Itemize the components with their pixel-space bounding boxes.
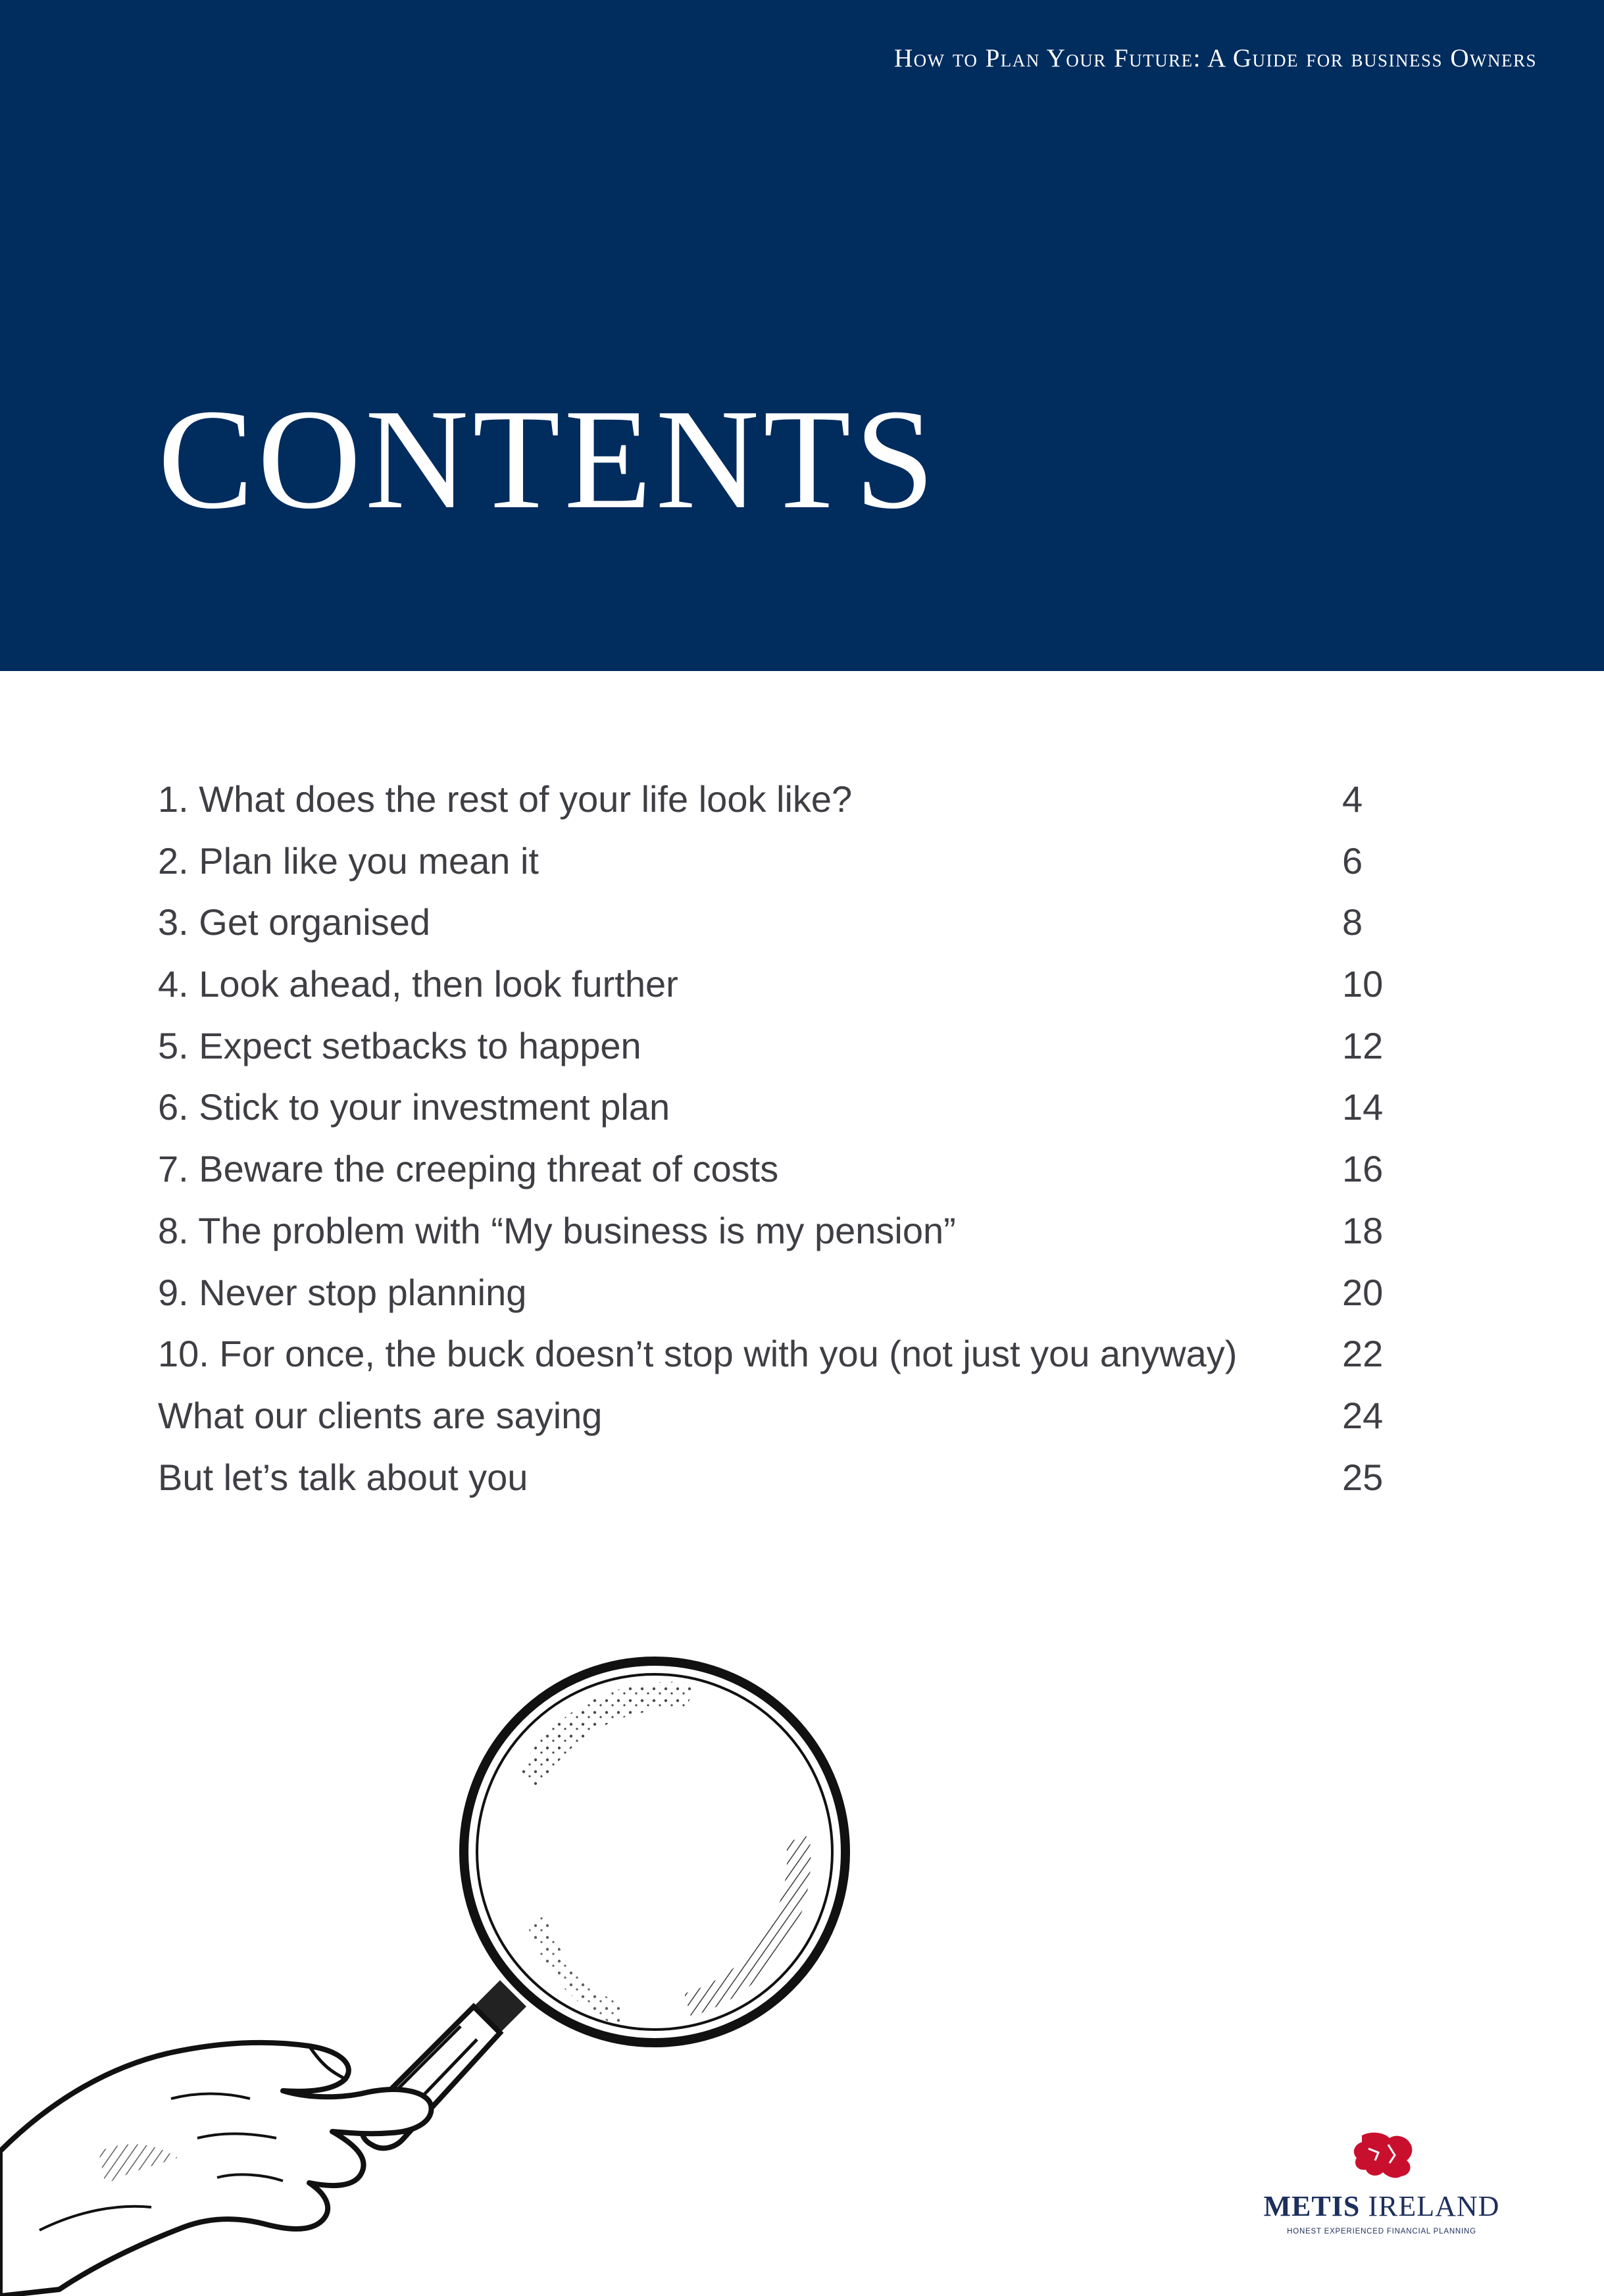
toc-entry-page: 10 [1342, 963, 1384, 1005]
toc-entry-label: 2. Plan like you mean it [158, 839, 539, 882]
toc-entry[interactable] [158, 891, 1388, 953]
toc-entry-page: 22 [1342, 1333, 1384, 1375]
toc-entry-label: 10. For once, the buck doesn’t stop with you (not just you anyway) [158, 1333, 1238, 1375]
toc-entry-label: 7. Beware the creeping threat of costs [158, 1148, 779, 1190]
toc-entry-page: 20 [1342, 1271, 1384, 1313]
toc-entry[interactable] [158, 1076, 1388, 1138]
toc-entry-label: 6. Stick to your investment plan [158, 1086, 670, 1128]
toc-entry-page: 6 [1342, 839, 1363, 882]
toc-entry[interactable] [158, 1138, 1388, 1200]
toc-entry-page: 14 [1342, 1086, 1384, 1128]
table-of-contents [158, 768, 1388, 1508]
header-band [0, 0, 1604, 671]
toc-entry-page: 8 [1342, 901, 1363, 943]
toc-entry[interactable] [158, 830, 1388, 892]
running-header: How to Plan Your Future: A Guide for business Owners [893, 44, 1537, 72]
toc-entry-page: 18 [1342, 1209, 1384, 1251]
toc-entry[interactable] [158, 953, 1388, 1015]
toc-entry-page: 25 [1342, 1456, 1384, 1498]
toc-entry[interactable] [158, 1323, 1388, 1385]
toc-entry-page: 4 [1342, 778, 1363, 820]
toc-entry-label: What our clients are saying [158, 1394, 603, 1436]
toc-entry[interactable] [158, 768, 1388, 830]
hand-holding-magnifying-glass-icon [0, 1638, 882, 2296]
toc-entry-label: 3. Get organised [158, 901, 431, 943]
toc-entry-page: 12 [1342, 1024, 1384, 1066]
toc-entry-page: 16 [1342, 1148, 1384, 1190]
toc-entry-label: 5. Expect setbacks to happen [158, 1024, 641, 1066]
ireland-map-icon [1349, 2129, 1421, 2182]
toc-entry[interactable] [158, 1200, 1388, 1262]
toc-entry-label: 9. Never stop planning [158, 1271, 527, 1313]
toc-entry-label: But let’s talk about you [158, 1456, 528, 1498]
toc-entry-label: 1. What does the rest of your life look like? [158, 778, 853, 820]
toc-entry[interactable] [158, 1015, 1388, 1077]
logo-name-bold: METIS [1263, 2190, 1361, 2222]
logo-tagline: HONEST EXPERIENCED FINANCIAL PLANNING [1287, 2228, 1476, 2235]
toc-entry-label: 4. Look ahead, then look further [158, 963, 678, 1005]
toc-entry[interactable] [158, 1447, 1388, 1509]
logo-name [1263, 2189, 1500, 2223]
toc-entry[interactable] [158, 1262, 1388, 1324]
page-title: CONTENTS [158, 380, 939, 539]
logo-name-regular: IRELAND [1368, 2190, 1500, 2222]
toc-entry-label: 8. The problem with “My business is my pension” [158, 1209, 956, 1251]
company-logo [1263, 2129, 1500, 2254]
toc-entry-page: 24 [1342, 1394, 1384, 1436]
toc-entry[interactable] [158, 1385, 1388, 1447]
